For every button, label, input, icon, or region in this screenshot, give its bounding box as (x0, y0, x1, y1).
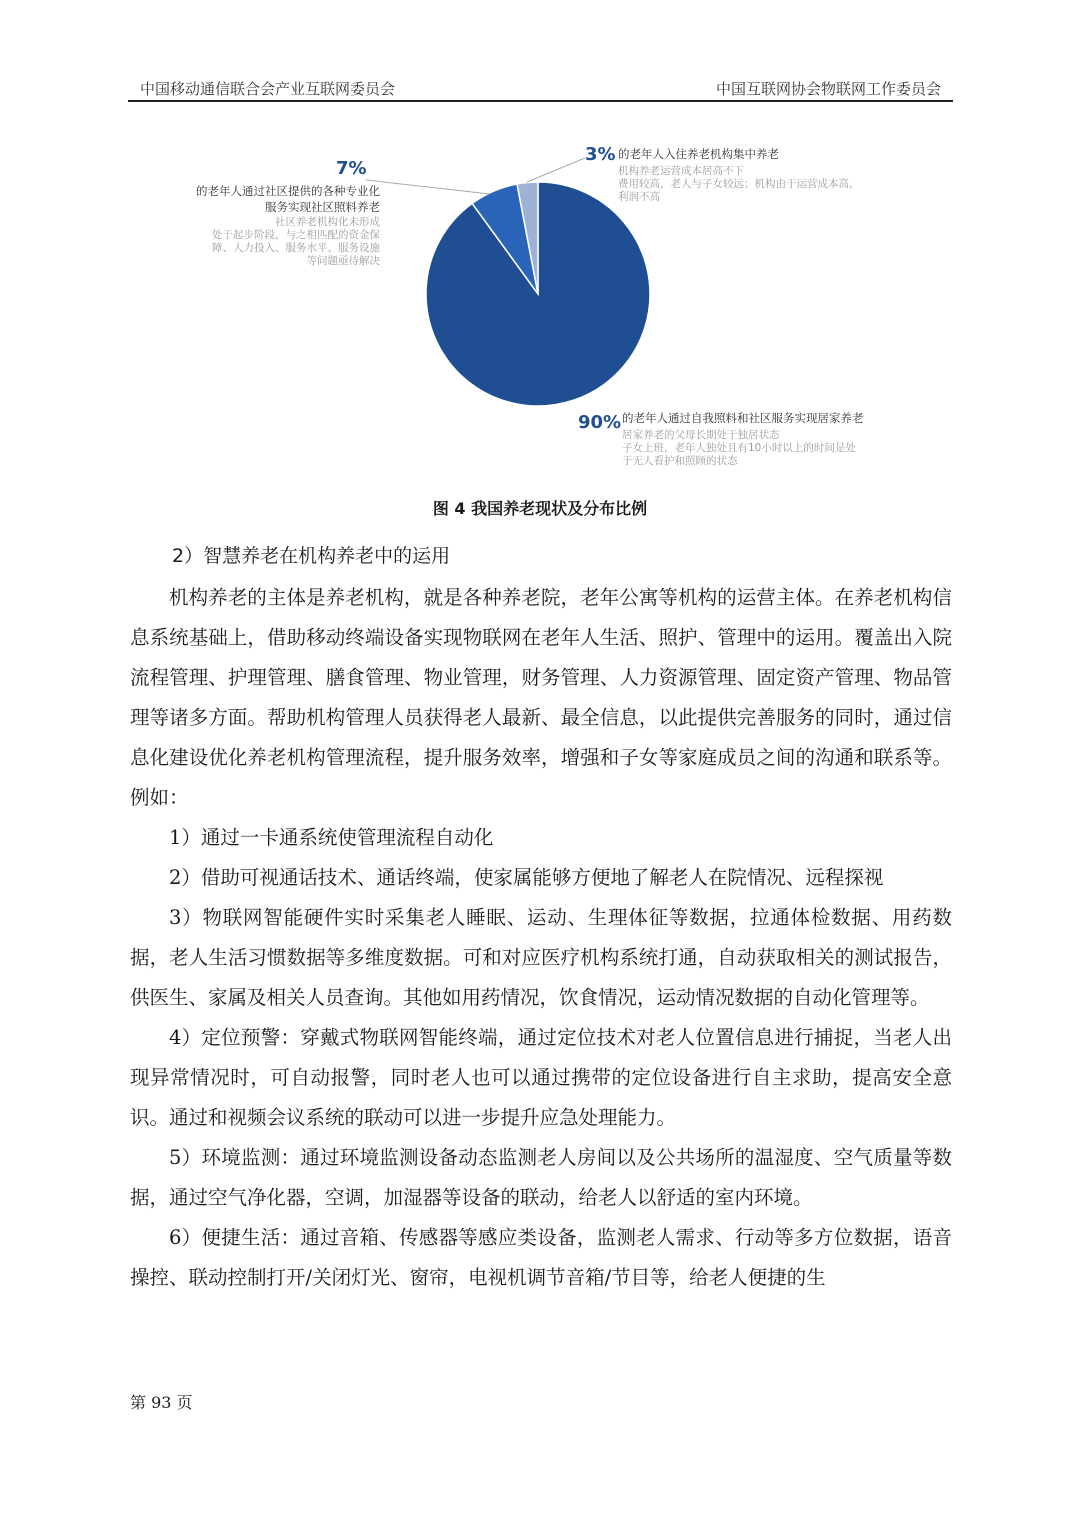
pct-label-3: 3% (585, 144, 616, 165)
note-7-1: 社区养老机构化未形成 (275, 216, 380, 228)
section-title: 2）智慧养老在机构养老中的运用 (172, 545, 451, 567)
paragraph: 1）通过一卡通系统使管理流程自动化 (169, 826, 494, 849)
note-7-2: 处于起步阶段，与之相匹配的资金保 (212, 229, 380, 241)
headline-90: 的老年人通过自我照料和社区服务实现居家养老 (622, 411, 864, 425)
pie-slices (426, 182, 650, 406)
note-3-1: 机构养老运营成本居高不下 (618, 165, 744, 177)
paragraph: 6）便捷生活：通过音箱、传感器等感应类设备，监测老人需求、行动等多方位数据，语音操控、联动控制打开/关闭灯光、窗帘，电视机调节音箱/节目等，给老人便捷的生 (130, 1226, 952, 1289)
pct-label-90: 90% (578, 412, 622, 433)
note-3-3: 利润不高 (618, 191, 660, 203)
page-number: 第 93 页 (130, 1393, 193, 1412)
headline-7-line1: 的老年人通过社区提供的各种专业化 (196, 184, 380, 198)
note-90-3: 于无人看护和照顾的状态 (622, 455, 738, 467)
note-90-2: 子女上班，老年人独处且有10小时以上的时间是处 (622, 442, 856, 454)
headline-7-line2: 服务实现社区照料养老 (265, 200, 380, 214)
paragraph: 机构养老的主体是养老机构，就是各种养老院，老年公寓等机构的运营主体。在养老机构信息系统基础上，借助移动终端设备实现物联网在老年人生活、照护、管理中的运用。覆盖出入院流程管理、护理管理、膳食管理、物业管理，财务管理、人力资源管理、固定资产管理、物品管理等诸多方面。帮助机构管理人员获得老人最新、最全信息，以此提供完善服务的同时，通过信息化建设优化养老机构管理流程，提升服务效率，增强和子女等家庭成员之间的沟通和联系等。例如： (130, 586, 952, 809)
body-text (130, 578, 952, 1298)
note-90-1: 居家养老的父母长期处于独居状态 (622, 429, 780, 441)
note-7-3: 障、人力投入、服务水平、服务设施 (212, 242, 380, 254)
paragraph: 5）环境监测：通过环境监测设备动态监测老人房间以及公共场所的温湿度、空气质量等数据，通过空气净化器，空调，加湿器等设备的联动，给老人以舒适的室内环境。 (130, 1146, 952, 1209)
figure-caption: 图 4 我国养老现状及分布比例 (432, 499, 648, 518)
leader-line-3 (527, 158, 585, 182)
page-header (128, 70, 953, 102)
paragraph: 3）物联网智能硬件实时采集老人睡眠、运动、生理体征等数据，拉通体检数据、用药数据，老人生活习惯数据等多维度数据。可和对应医疗机构系统打通，自动获取相关的测试报告，供医生、家属及相关人员查询。其他如用药情况，饮食情况，运动情况数据的自动化管理等。 (130, 906, 952, 1009)
paragraph: 4）定位预警：穿戴式物联网智能终端，通过定位技术对老人位置信息进行捕捉，当老人出现异常情况时，可自动报警，同时老人也可以通过携带的定位设备进行自主求助，提高安全意识。通过和视频会议系统的联动可以进一步提升应急处理能力。 (130, 1026, 952, 1129)
note-3-2: 费用较高，老人与子女较远；机构由于运营成本高， (618, 178, 860, 190)
pct-label-7: 7% (336, 158, 367, 179)
note-7-4: 等问题亟待解决 (306, 255, 380, 267)
pie-chart (0, 130, 1080, 475)
leader-line-7 (366, 180, 490, 194)
paragraph: 2）借助可视通话技术、通话终端，使家属能够方便地了解老人在院情况、远程探视 (169, 866, 884, 889)
header-right: 中国互联网协会物联网工作委员会 (715, 80, 941, 98)
headline-3: 的老年人入住养老机构集中养老 (618, 147, 779, 161)
header-left: 中国移动通信联合会产业互联网委员会 (140, 80, 396, 98)
